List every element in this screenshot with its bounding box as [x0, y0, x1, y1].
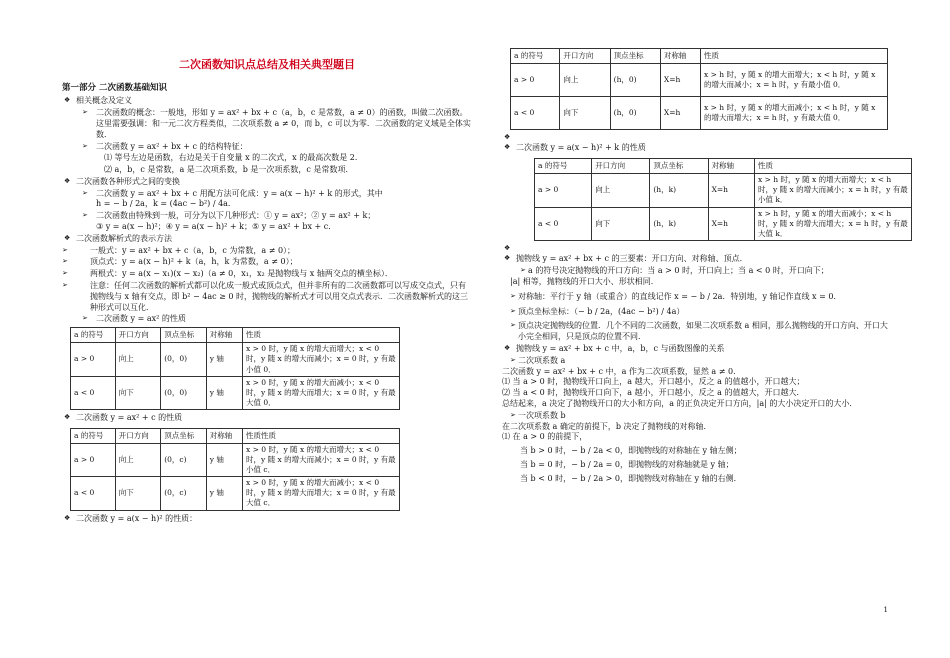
cell: a > 0 — [71, 443, 116, 476]
cell: x > 0 时，y 随 x 的增大而增大；x < 0 时，y 随 x 的增大而减小；x = 0 时，y 有最小值 0． — [243, 343, 400, 376]
cell: X=h — [660, 97, 700, 130]
cell: x > h 时，y 随 x 的增大而增大；x < h 时，y 随 x 的增大而减小；x = h 时，y 有最小值 k． — [755, 174, 912, 207]
cell: (h，0) — [610, 64, 660, 97]
cell: 向上 — [115, 343, 161, 376]
coef-b-case-2: 当 b = 0 时，− b / 2a = 0，即抛物线的对称轴就是 y 轴； — [520, 459, 734, 469]
vertex-form-heading: ❖ 二次函数 y = a(x − h)² + k 的性质 — [502, 143, 892, 154]
cell: (h，0) — [610, 97, 660, 130]
cell: (0，c) — [161, 477, 207, 510]
table-vertex-form — [534, 158, 912, 241]
coef-b-case-3: 当 b < 0 时，− b / 2a > 0，即抛物线对称轴在 y 轴的右侧． — [520, 473, 742, 483]
header-sign: a 的符号 — [535, 159, 592, 174]
header-direction: 开口方向 — [592, 159, 650, 174]
coef-b-2: ⑴ 在 a > 0 的前提下， — [502, 432, 588, 442]
completing-square: ➢ 二次函数 y = ax² + bx + c 用配方法可化成：y = a(x − h)² + k 的形式，其中 — [62, 189, 472, 200]
header-sign: a 的符号 — [511, 49, 560, 64]
header-axis: 对称轴 — [206, 428, 242, 443]
cell: X=h — [660, 64, 700, 97]
vertex-form: ➢ 顶点式：y = a(x − h)² + k（a，h，k 为常数，a ≠ 0）； — [62, 257, 472, 268]
cell: a < 0 — [535, 207, 592, 240]
cell: 向下 — [592, 207, 650, 240]
header-sign: a 的符号 — [71, 428, 116, 443]
header-property: 性质 — [701, 49, 888, 64]
vertex-formula: h = − b / 2a，k = (4ac − b²) / 4a． — [96, 199, 236, 209]
vertex-coords: ➢ 顶点坐标坐标：（− b / 2a，(4ac − b²) / 4a） — [510, 307, 892, 318]
section-expressions: ❖ 二次函数解析式的表示方法 — [62, 234, 472, 245]
form-note: ➢ 注意：任何二次函数的解析式都可以化成一般式或顶点式，但并非所有的二次函数都可以写成交点式，只有抛物线与 x 轴有交点，即 b² − 4ac ≥ 0 时，抛物线的解析式才可以用交点式表示．二次函数解析式的这三种形式可以互化． — [62, 281, 472, 313]
table-row — [511, 97, 888, 130]
table-row — [71, 443, 400, 476]
coef-b-heading: ➢ 一次项系数 b — [510, 411, 892, 422]
table-row — [71, 343, 400, 376]
ax2c-heading: ❖ 二次函数 y = ax² + c 的性质 — [62, 413, 472, 424]
coef-b-case-1: 当 b > 0 时，− b / 2a < 0，即抛物线的对称轴在 y 轴左侧； — [520, 446, 742, 456]
cell: 向上 — [592, 174, 650, 207]
coef-a-heading: ➢ 二次项系数 a — [510, 356, 892, 367]
header-direction: 开口方向 — [115, 428, 161, 443]
header-direction: 开口方向 — [115, 328, 161, 343]
diamond-bullet-icon: ❖ — [504, 133, 511, 141]
cell: (0，c) — [161, 443, 207, 476]
cell: (0，0) — [161, 376, 207, 409]
cell: 向上 — [560, 64, 610, 97]
section-transformations: ❖ 二次函数各种形式之间的变换 — [62, 177, 472, 188]
diamond-bullet-icon: ❖ — [504, 243, 511, 252]
cell: 向下 — [115, 477, 161, 510]
cell: x > 0 时，y 随 x 的增大而增大；x < 0 时，y 随 x 的增大而减小；x = 0 时，y 有最小值 c． — [243, 443, 400, 476]
special-forms-cont: ③ y = a(x − h)²；④ y = a(x − h)² + k；⑤ y = ax² + bx + c． — [96, 222, 337, 232]
header-axis: 对称轴 — [708, 159, 754, 174]
right-column — [502, 0, 908, 485]
cell: X=h — [708, 174, 754, 207]
cell: a > 0 — [511, 64, 560, 97]
opening-size: |a| 相等，抛物线的开口大小、形状相同． — [510, 277, 659, 287]
table-row — [71, 376, 400, 409]
structure-features: ➢ 二次函数 y = ax² + bx + c 的结构特征： — [62, 142, 472, 153]
part-heading: 第一部分 二次函数基础知识 — [62, 82, 167, 93]
root-form: ➢ 两根式：y = a(x − x₁)(x − x₂)（a ≠ 0，x₁，x₂ 是抛物线与 x 轴两交点的横坐标）． — [62, 269, 472, 280]
table-a-x-minus-h-sq — [510, 48, 888, 130]
ax2-heading: ➢ 二次函数 y = ax² 的性质 — [62, 314, 472, 325]
table-ax2 — [70, 327, 400, 410]
opening-direction: ➢ a 的符号决定抛物线的开口方向：当 a > 0 时，开口向上；当 a < 0 时，开口向下； — [520, 266, 892, 277]
cell: x > h 时，y 随 x 的增大而增大；x < h 时，y 随 x 的增大而减小；x = h 时，y 有最小值 0． — [701, 64, 888, 97]
cell: X=h — [708, 207, 754, 240]
cell: a < 0 — [71, 477, 116, 510]
axh2-heading: ❖ 二次函数 y = a(x − h)² 的性质： — [62, 514, 472, 525]
document-title: 二次函数知识点总结及相关典型题目 — [179, 58, 355, 71]
cell: a > 0 — [71, 343, 116, 376]
header-property: 性质性质 — [243, 428, 400, 443]
header-property: 性质 — [243, 328, 400, 343]
cell: 向下 — [560, 97, 610, 130]
vertex-position: ➢ 顶点决定抛物线的位置．几个不同的二次函数，如果二次项系数 a 相同，那么抛物线的开口方向、开口大小完全相同，只是顶点的位置不同． — [510, 321, 892, 343]
three-elements: ❖ 抛物线 y = ax² + bx + c 的三要素：开口方向、对称轴、顶点． — [502, 254, 892, 265]
cell: y 轴 — [206, 443, 242, 476]
cell: x > 0 时，y 随 x 的增大而减小；x < 0 时，y 随 x 的增大而增大；x = 0 时，y 有最大值 0． — [243, 376, 400, 409]
coef-a-1: 二次函数 y = ax² + bx + c 中，a 作为二次项系数，显然 a ≠ 0． — [502, 366, 742, 376]
section-concepts: ❖ 相关概念及定义 — [62, 96, 472, 107]
cell: a < 0 — [71, 376, 116, 409]
left-column — [62, 0, 472, 524]
header-axis: 对称轴 — [206, 328, 242, 343]
general-form: ➢ 一般式：y = ax² + bx + c（a，b，c 为常数，a ≠ 0）； — [62, 246, 472, 257]
abc-relation: ❖ 抛物线 y = ax² + bx + c 中，a，b，c 与函数图像的关系 — [502, 344, 892, 355]
table-row — [511, 64, 888, 97]
cell: (h，k) — [650, 207, 708, 240]
structure-feature-1: ⑴ 等号左边是函数，右边是关于自变量 x 的二次式，x 的最高次数是 2． — [104, 153, 363, 163]
cell: 向下 — [115, 376, 161, 409]
table-row — [535, 207, 912, 240]
coef-a-2: ⑴ 当 a > 0 时，抛物线开口向上，a 越大，开口越小，反之 a 的值越小，开口越大； — [502, 377, 805, 387]
page-number: 1 — [883, 606, 888, 614]
cell: x > 0 时，y 随 x 的增大而减小；x < 0 时，y 随 x 的增大而增大；x = 0 时，y 有最大值 c． — [243, 477, 400, 510]
cell: y 轴 — [206, 343, 242, 376]
table-ax2-plus-c — [70, 428, 400, 511]
cell: y 轴 — [206, 477, 242, 510]
concept-definition: ➢ 二次函数的概念：一般地，形如 y = ax² + bx + c（a，b，c 是常数，a ≠ 0）的函数，叫做二次函数。这里需要强调：和一元二次方程类似，二次项系数 a ≠ 0，而 b，c 可以为零．二次函数的定义域是全体实数． — [62, 108, 472, 140]
special-forms: ➢ 二次函数由特殊到一般，可分为以下几种形式：① y = ax²；② y = ax² + k； — [62, 211, 472, 222]
header-property: 性质 — [755, 159, 912, 174]
header-direction: 开口方向 — [560, 49, 610, 64]
cell: y 轴 — [206, 376, 242, 409]
header-vertex: 顶点坐标 — [650, 159, 708, 174]
cell: 向上 — [115, 443, 161, 476]
table-row — [71, 477, 400, 510]
table-row — [535, 174, 912, 207]
header-vertex: 顶点坐标 — [161, 328, 207, 343]
coef-b-1: 在二次项系数 a 确定的前提下，b 决定了抛物线的对称轴． — [502, 421, 712, 431]
coef-a-3: ⑵ 当 a < 0 时，抛物线开口向下，a 越小，开口越小，反之 a 的值越大，开口越大． — [502, 388, 805, 398]
header-vertex: 顶点坐标 — [161, 428, 207, 443]
cell: (h，k) — [650, 174, 708, 207]
cell: a > 0 — [535, 174, 592, 207]
cell: (0，0) — [161, 343, 207, 376]
coef-a-summary: 总结起来，a 决定了抛物线开口的大小和方向，a 的正负决定开口方向，|a| 的大小决定开口的大小． — [502, 398, 858, 408]
header-vertex: 顶点坐标 — [610, 49, 660, 64]
cell: x > h 时，y 随 x 的增大而减小；x < h 时，y 随 x 的增大而增大；x = h 时，y 有最大值 k． — [755, 207, 912, 240]
structure-feature-2: ⑵ a，b，c 是常数，a 是二次项系数，b 是一次项系数，c 是常数项． — [104, 165, 354, 175]
cell: x > h 时，y 随 x 的增大而减小；x < h 时，y 随 x 的增大而增大；x = h 时，y 有最大值 0． — [701, 97, 888, 130]
symmetry-axis: ➢ 对称轴：平行于 y 轴（或重合）的直线记作 x = − b / 2a．特别地，y 轴记作直线 x = 0． — [510, 292, 892, 303]
header-axis: 对称轴 — [660, 49, 700, 64]
cell: a < 0 — [511, 97, 560, 130]
header-sign: a 的符号 — [71, 328, 116, 343]
